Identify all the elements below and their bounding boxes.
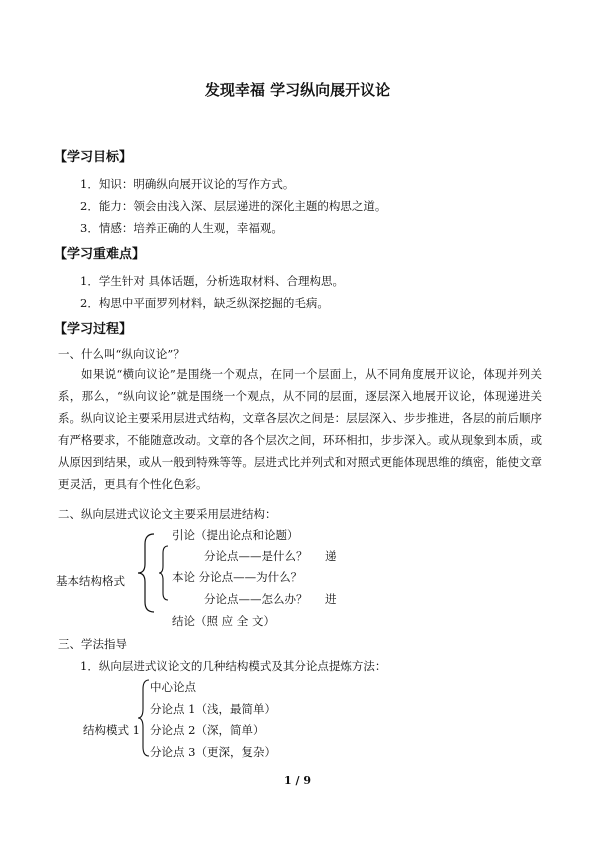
inner-brace-icon	[158, 544, 170, 602]
left-brace-icon	[137, 532, 157, 614]
key-points-heading: 【学习重难点】	[54, 247, 146, 262]
section-3-item: 1．纵向层进式议论文的几种结构模式及其分论点提炼方法：	[80, 659, 387, 673]
mode-1-line: 分论点 1（浅，最简单）	[150, 702, 276, 716]
structure-sub-point-3: 分论点——怎么办？	[204, 592, 308, 606]
section-3-heading: 三、学法指导	[58, 637, 127, 651]
mode-1-line: 中心论点	[150, 680, 196, 694]
structure-side-label: 递	[325, 549, 337, 563]
section-2-heading: 二、纵向层进式议论文主要采用层进结构：	[58, 507, 277, 521]
goal-item: 1．知识：明确纵向展开议论的写作方式。	[80, 177, 295, 191]
structure-conclusion: 结论（照 应 全 文）	[172, 614, 275, 628]
structure-main-body: 本论 分论点——为什么？	[172, 570, 303, 584]
goals-heading: 【学习目标】	[54, 150, 133, 165]
key-point-item: 2．构思中平面罗列材料，缺乏纵深挖掘的毛病。	[80, 296, 329, 310]
goal-item: 2．能力：领会由浅入深、层层递进的深化主题的构思之道。	[80, 199, 387, 213]
structure-sub-point-1: 分论点——是什么？	[204, 549, 308, 563]
structure-side-label: 进	[325, 592, 337, 606]
structure-label: 基本结构格式	[56, 574, 125, 588]
mode-1-line: 分论点 2（深，简单）	[150, 723, 265, 737]
section-1-heading: 一、什么叫“纵向议论”？	[58, 347, 185, 361]
goal-item: 3．情感：培养正确的人生观，幸福观。	[80, 221, 283, 235]
structure-intro: 引论（提出论点和论题）	[172, 528, 299, 542]
process-heading: 【学习过程】	[54, 322, 133, 337]
document-title: 发现幸福 学习纵向展开议论	[204, 81, 391, 99]
section-1-paragraph: 如果说“横向议论”是围绕一个观点，在同一个层面上，从不同角度展开议论，体现并列关系，那么，“纵向议论”就是围绕一个观点，从不同的层面，逐层深入地展开议论，体现递进关系。纵向议论主要采用层进式结构，文章各层次之间是：层层深入、步步推进，各层的前后顺序有严格要求，不能随意改动。文章的各个层次之间，环环相扣，步步深入。或从现象到本质，或从原因到结果，或从一般到特殊等等。层进式比并列式和对照式更能体现思维的缜密，能使文章更灵活，更具有个性化色彩。	[58, 367, 542, 492]
mode-1-brace-icon	[137, 678, 151, 758]
page-number: 1 / 9	[284, 774, 311, 787]
mode-1-label: 结构模式 1	[83, 723, 140, 737]
key-point-item: 1．学生针对 具体话题，分析选取材料、合理构思。	[80, 274, 344, 288]
mode-1-line: 分论点 3（更深，复杂）	[150, 745, 276, 759]
